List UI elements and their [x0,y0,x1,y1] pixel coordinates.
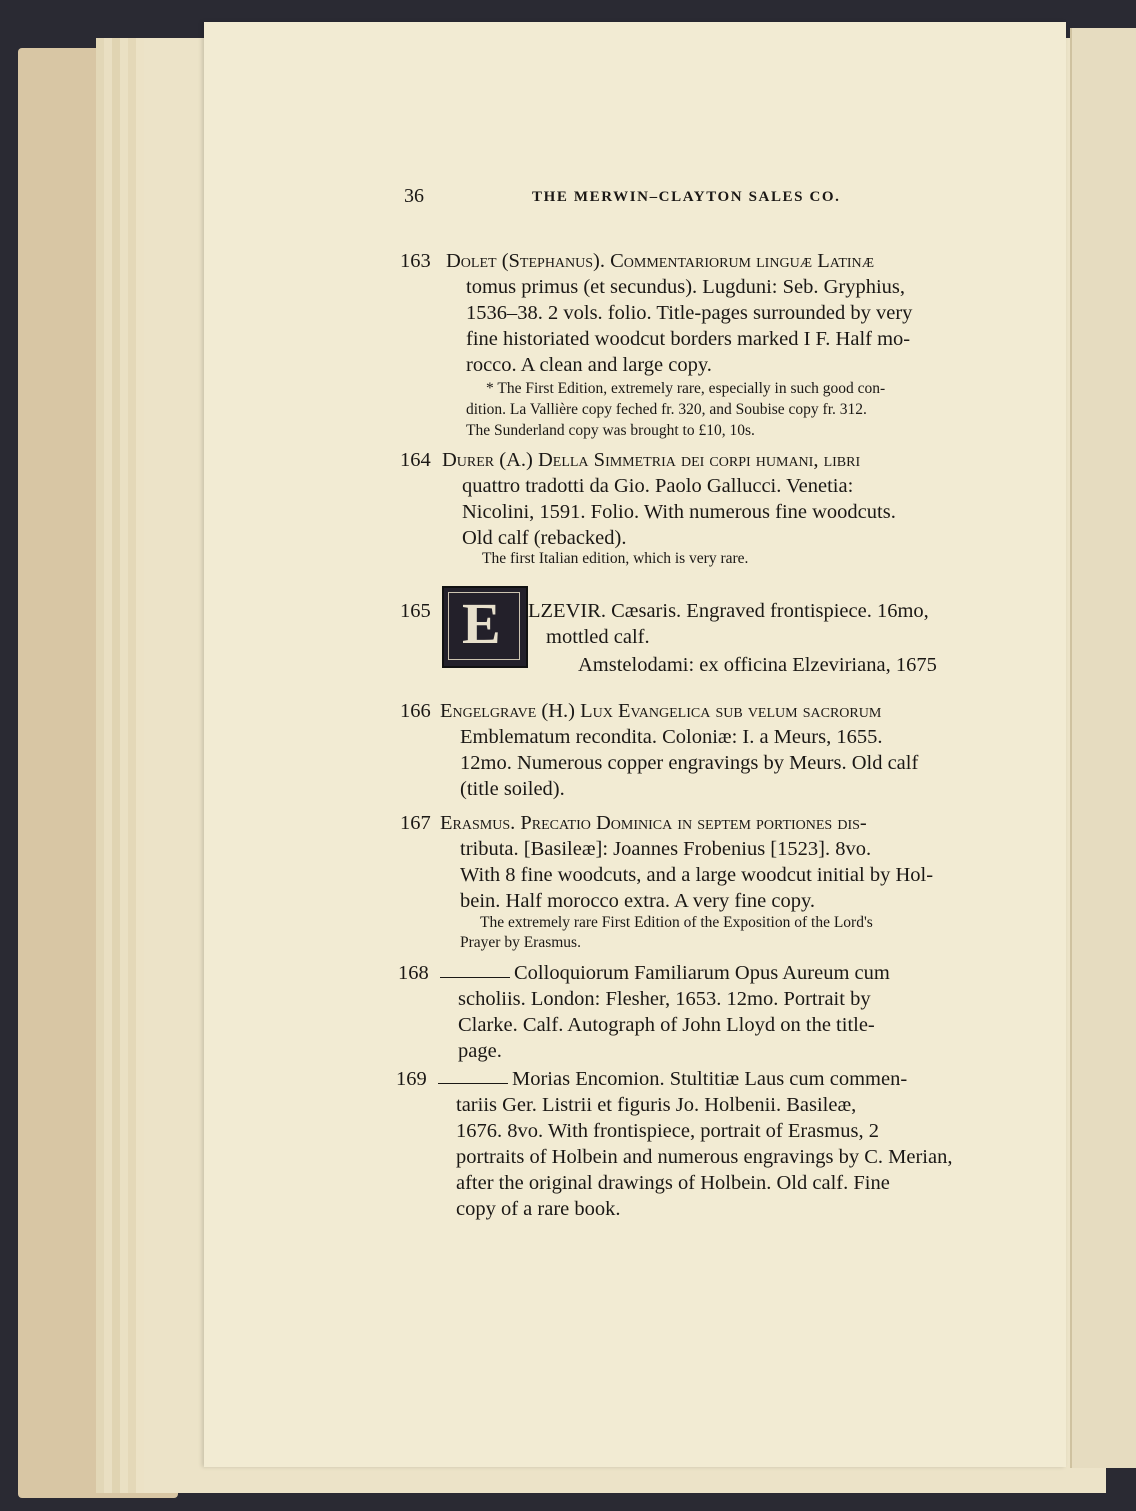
book-page [204,22,1066,1467]
entry-line: Old calf (rebacked). [462,527,627,549]
entry-number: 164 [400,449,431,471]
entry-line: Clarke. Calf. Autograph of John Lloyd on the title- [458,1014,875,1036]
entry-note: * The First Edition, extremely rare, especially in such good con- [486,380,886,397]
entry-number: 163 [400,250,431,272]
entry-line: tomus primus (et secundus). Lugduni: Seb. Gryphius, [466,276,906,298]
entry-note: Prayer by Erasmus. [460,934,581,951]
entry-line: 12mo. Numerous copper engravings by Meurs. Old calf [460,752,919,774]
entry-line: Nicolini, 1591. Folio. With numerous fine woodcuts. [462,501,896,523]
entry-line: Amstelodami: ex officina Elzeviriana, 1675 [578,654,937,676]
running-head [404,185,1064,215]
entry-line: Dolet (Stephanus). Commentariorum linguæ Latinæ [446,250,875,272]
initial-letter: E [462,591,501,656]
ditto-dash [440,977,510,978]
entry-line: fine historiated woodcut borders marked I F. Half mo- [466,328,911,350]
entry-line: Colloquiorum Familiarum Opus Aureum cum [514,962,890,984]
entry-line: page. [458,1040,502,1062]
entry-line: Morias Encomion. Stultitiæ Laus cum commen- [512,1068,908,1090]
decorated-initial [442,586,528,668]
page-number: 36 [404,185,424,207]
entry-line: rocco. A clean and large copy. [466,354,712,376]
entry-line: With 8 fine woodcuts, and a large woodcut initial by Hol- [460,864,934,886]
entry-line: mottled calf. [546,626,650,648]
ditto-dash [438,1083,508,1084]
entry-note: The extremely rare First Edition of the Exposition of the Lord's [480,914,873,931]
entry-note: dition. La Vallière copy feched fr. 320, and Soubise copy fr. 312. [466,401,867,418]
entry-number: 167 [400,812,431,834]
entry-line: tributa. [Basileæ]: Joannes Frobenius [1523]. 8vo. [460,838,872,860]
entry-line: scholiis. London: Flesher, 1653. 12mo. Portrait by [458,988,871,1010]
entry-note: The Sunderland copy was brought to £10, 10s. [466,422,755,439]
entry-line: Emblematum recondita. Coloniæ: I. a Meurs, 1655. [460,726,883,748]
entry-line: bein. Half morocco extra. A very fine copy. [460,890,816,912]
entry-line: portraits of Holbein and numerous engravings by C. Merian, [456,1146,953,1168]
entry-number: 168 [398,962,429,984]
entry-line: tariis Ger. Listrii et figuris Jo. Holbenii. Basileæ, [456,1094,857,1116]
entry-number: 169 [396,1068,427,1090]
entry-line: Durer (A.) Della Simmetria dei corpi humani, libri [442,449,861,471]
running-title: THE MERWIN–CLAYTON SALES CO. [532,189,841,205]
entry-line: quattro tradotti da Gio. Paolo Gallucci. Venetia: [462,475,854,497]
entry-line: copy of a rare book. [456,1198,621,1220]
entry-line: after the original drawings of Holbein. Old calf. Fine [456,1172,890,1194]
entry-line: 1676. 8vo. With frontispiece, portrait of Erasmus, 2 [456,1120,879,1142]
page-content [204,22,1066,1467]
entry-line: 1536–38. 2 vols. folio. Title-pages surrounded by very [466,302,913,324]
entry-line: (title soiled). [460,778,565,800]
entry-number: 165 [400,600,431,622]
entry-line: Engelgrave (H.) Lux Evangelica sub velum sacrorum [440,700,882,722]
entry-note: The first Italian edition, which is very rare. [482,550,749,567]
entry-number: 166 [400,700,431,722]
entry-line: Erasmus. Precatio Dominica in septem portiones dis- [440,812,867,834]
entry-line: LZEVIR. Cæsaris. Engraved frontispiece. 16mo, [528,600,929,622]
facing-page-edge [1070,28,1136,1468]
